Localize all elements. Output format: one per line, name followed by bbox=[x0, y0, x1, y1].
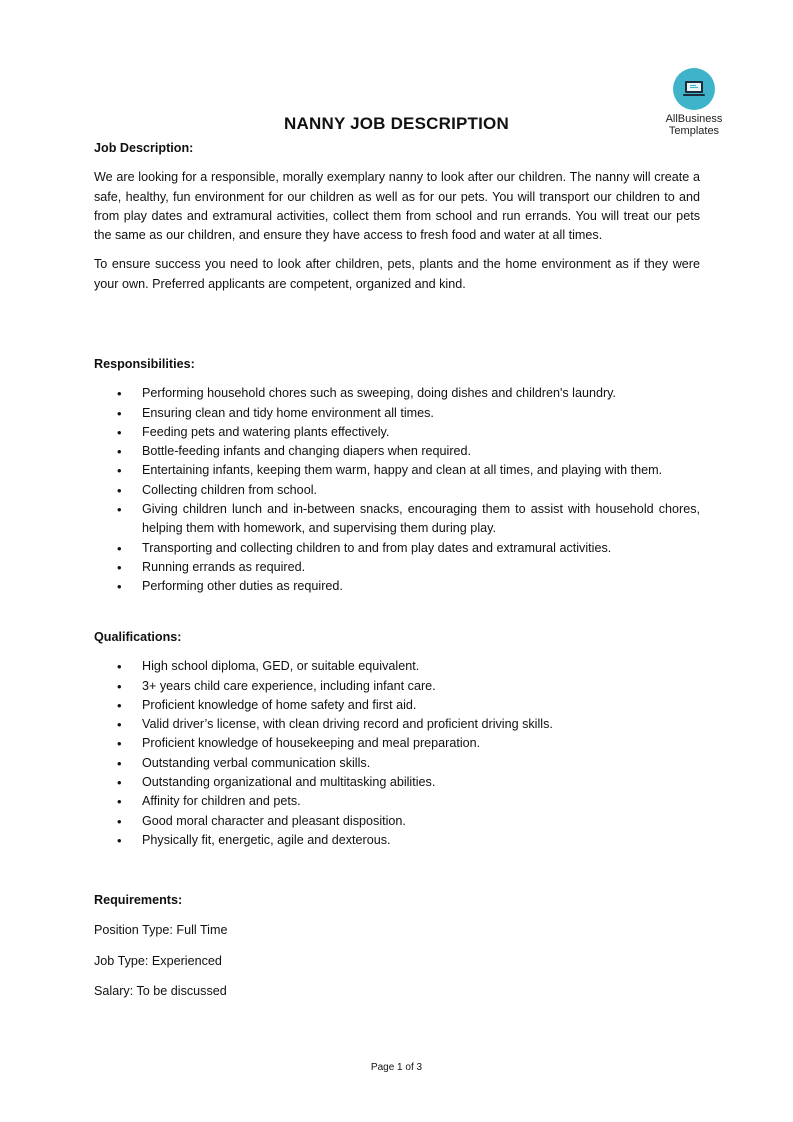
list-item bbox=[94, 461, 700, 480]
bullet-dot: • bbox=[117, 813, 122, 829]
bullet-dot: • bbox=[117, 540, 122, 556]
list-item bbox=[94, 657, 700, 676]
bullet-dot: • bbox=[117, 463, 122, 479]
list-item bbox=[94, 500, 700, 539]
list-item-text: 3+ years child care experience, including infant care. bbox=[142, 678, 436, 693]
list-item bbox=[94, 539, 700, 558]
list-item bbox=[94, 792, 700, 811]
list-item-text: Transporting and collecting children to and from play dates and extramural activities. bbox=[142, 540, 612, 555]
bullet-dot: • bbox=[117, 559, 122, 575]
bullet-dot: • bbox=[117, 697, 122, 713]
job-type: Job Type: Experienced bbox=[94, 953, 222, 968]
bullet-dot: • bbox=[117, 794, 122, 810]
list-item-text: Collecting children from school. bbox=[142, 482, 317, 497]
requirements-section bbox=[94, 891, 700, 1001]
list-item-text: Affinity for children and pets. bbox=[142, 794, 301, 809]
list-item-text: Performing other duties as required. bbox=[142, 579, 343, 594]
bullet-dot: • bbox=[117, 736, 122, 752]
list-item bbox=[94, 442, 700, 461]
list-item bbox=[94, 558, 700, 577]
list-item-text: Good moral character and pleasant disposition. bbox=[142, 813, 406, 828]
bullet-dot: • bbox=[117, 424, 122, 440]
bullet-dot: • bbox=[117, 775, 122, 791]
bullet-dot: • bbox=[117, 579, 122, 595]
list-item bbox=[94, 773, 700, 792]
bullet-dot: • bbox=[117, 502, 122, 518]
responsibilities-heading: Responsibilities: bbox=[94, 357, 195, 371]
list-item bbox=[94, 423, 700, 442]
responsibilities-section bbox=[94, 355, 700, 597]
position-type: Position Type: Full Time bbox=[94, 923, 228, 938]
qualifications-heading: Qualifications: bbox=[94, 630, 182, 644]
bullet-dot: • bbox=[117, 482, 122, 498]
list-item-text: Performing household chores such as sweeping, doing dishes and children's laundry. bbox=[142, 386, 617, 401]
list-item bbox=[94, 404, 700, 423]
page-number: Page 1 of 3 bbox=[370, 1062, 423, 1073]
list-item-text: Proficient knowledge of home safety and first aid. bbox=[142, 697, 417, 712]
list-item-text: Outstanding verbal communication skills. bbox=[142, 755, 371, 770]
list-item bbox=[94, 577, 700, 596]
list-item-text: Proficient knowledge of housekeeping and meal preparation. bbox=[142, 736, 481, 751]
list-item bbox=[94, 481, 700, 500]
salary: Salary: To be discussed bbox=[94, 983, 227, 998]
responsibilities-list bbox=[94, 384, 700, 596]
list-item bbox=[94, 754, 700, 773]
list-item-text: Physically fit, energetic, agile and dexterous. bbox=[142, 832, 391, 847]
list-item-text: Valid driver’s license, with clean driving record and proficient driving skills. bbox=[142, 717, 553, 732]
qualifications-section bbox=[94, 628, 700, 850]
list-item-text: Giving children lunch and in-between snacks, encouraging them to assist with household chores, helping them with homework, and supervising them during play. bbox=[142, 502, 700, 536]
bullet-dot: • bbox=[117, 678, 122, 694]
list-item-text: Outstanding organizational and multitasking abilities. bbox=[142, 775, 436, 790]
list-item-text: Entertaining infants, keeping them warm, happy and clean at all times, and playing with them. bbox=[142, 463, 663, 478]
list-item-text: Bottle-feeding infants and changing diapers when required. bbox=[142, 444, 472, 459]
qualifications-list bbox=[94, 657, 700, 850]
list-item bbox=[94, 677, 700, 696]
job-description-paragraph-2: To ensure success you need to look after children, pets, plants and the home environment as if they were your own. Preferred applicants are competent, organized and kind. bbox=[94, 257, 700, 291]
list-item bbox=[94, 734, 700, 753]
bullet-dot: • bbox=[117, 444, 122, 460]
requirements-heading: Requirements: bbox=[94, 893, 183, 907]
list-item bbox=[94, 696, 700, 715]
bullet-dot: • bbox=[117, 659, 122, 675]
bullet-dot: • bbox=[117, 405, 122, 421]
list-item bbox=[94, 715, 700, 734]
list-item-text: Feeding pets and watering plants effectively. bbox=[142, 424, 390, 439]
list-item-text: Running errands as required. bbox=[142, 559, 306, 574]
list-item bbox=[94, 384, 700, 403]
bullet-dot: • bbox=[117, 717, 122, 733]
logo-line-1: AllBusiness bbox=[665, 113, 723, 125]
bullet-dot: • bbox=[117, 832, 122, 848]
job-description-paragraph-1: We are looking for a responsible, morally exemplary nanny to look after our children. The nanny will create a safe, healthy, fun environment for our children as well as for our pets. You will transport our children to and from play dates and extramural activities, collect them from school and run errands. You will treat our pets the same as our children, and ensure they have access to fresh food and water at all times. bbox=[94, 170, 700, 243]
bullet-dot: • bbox=[117, 386, 122, 402]
list-item bbox=[94, 831, 700, 850]
list-item-text: High school diploma, GED, or suitable equivalent. bbox=[142, 659, 420, 674]
page-title: NANNY JOB DESCRIPTION bbox=[284, 114, 509, 133]
list-item-text: Ensuring clean and tidy home environment all times. bbox=[142, 405, 434, 420]
laptop-icon bbox=[673, 68, 715, 110]
job-description-heading: Job Description: bbox=[94, 141, 194, 155]
bullet-dot: • bbox=[117, 755, 122, 771]
logo-line-2: Templates bbox=[668, 125, 720, 137]
job-description-section bbox=[94, 139, 700, 294]
list-item bbox=[94, 812, 700, 831]
